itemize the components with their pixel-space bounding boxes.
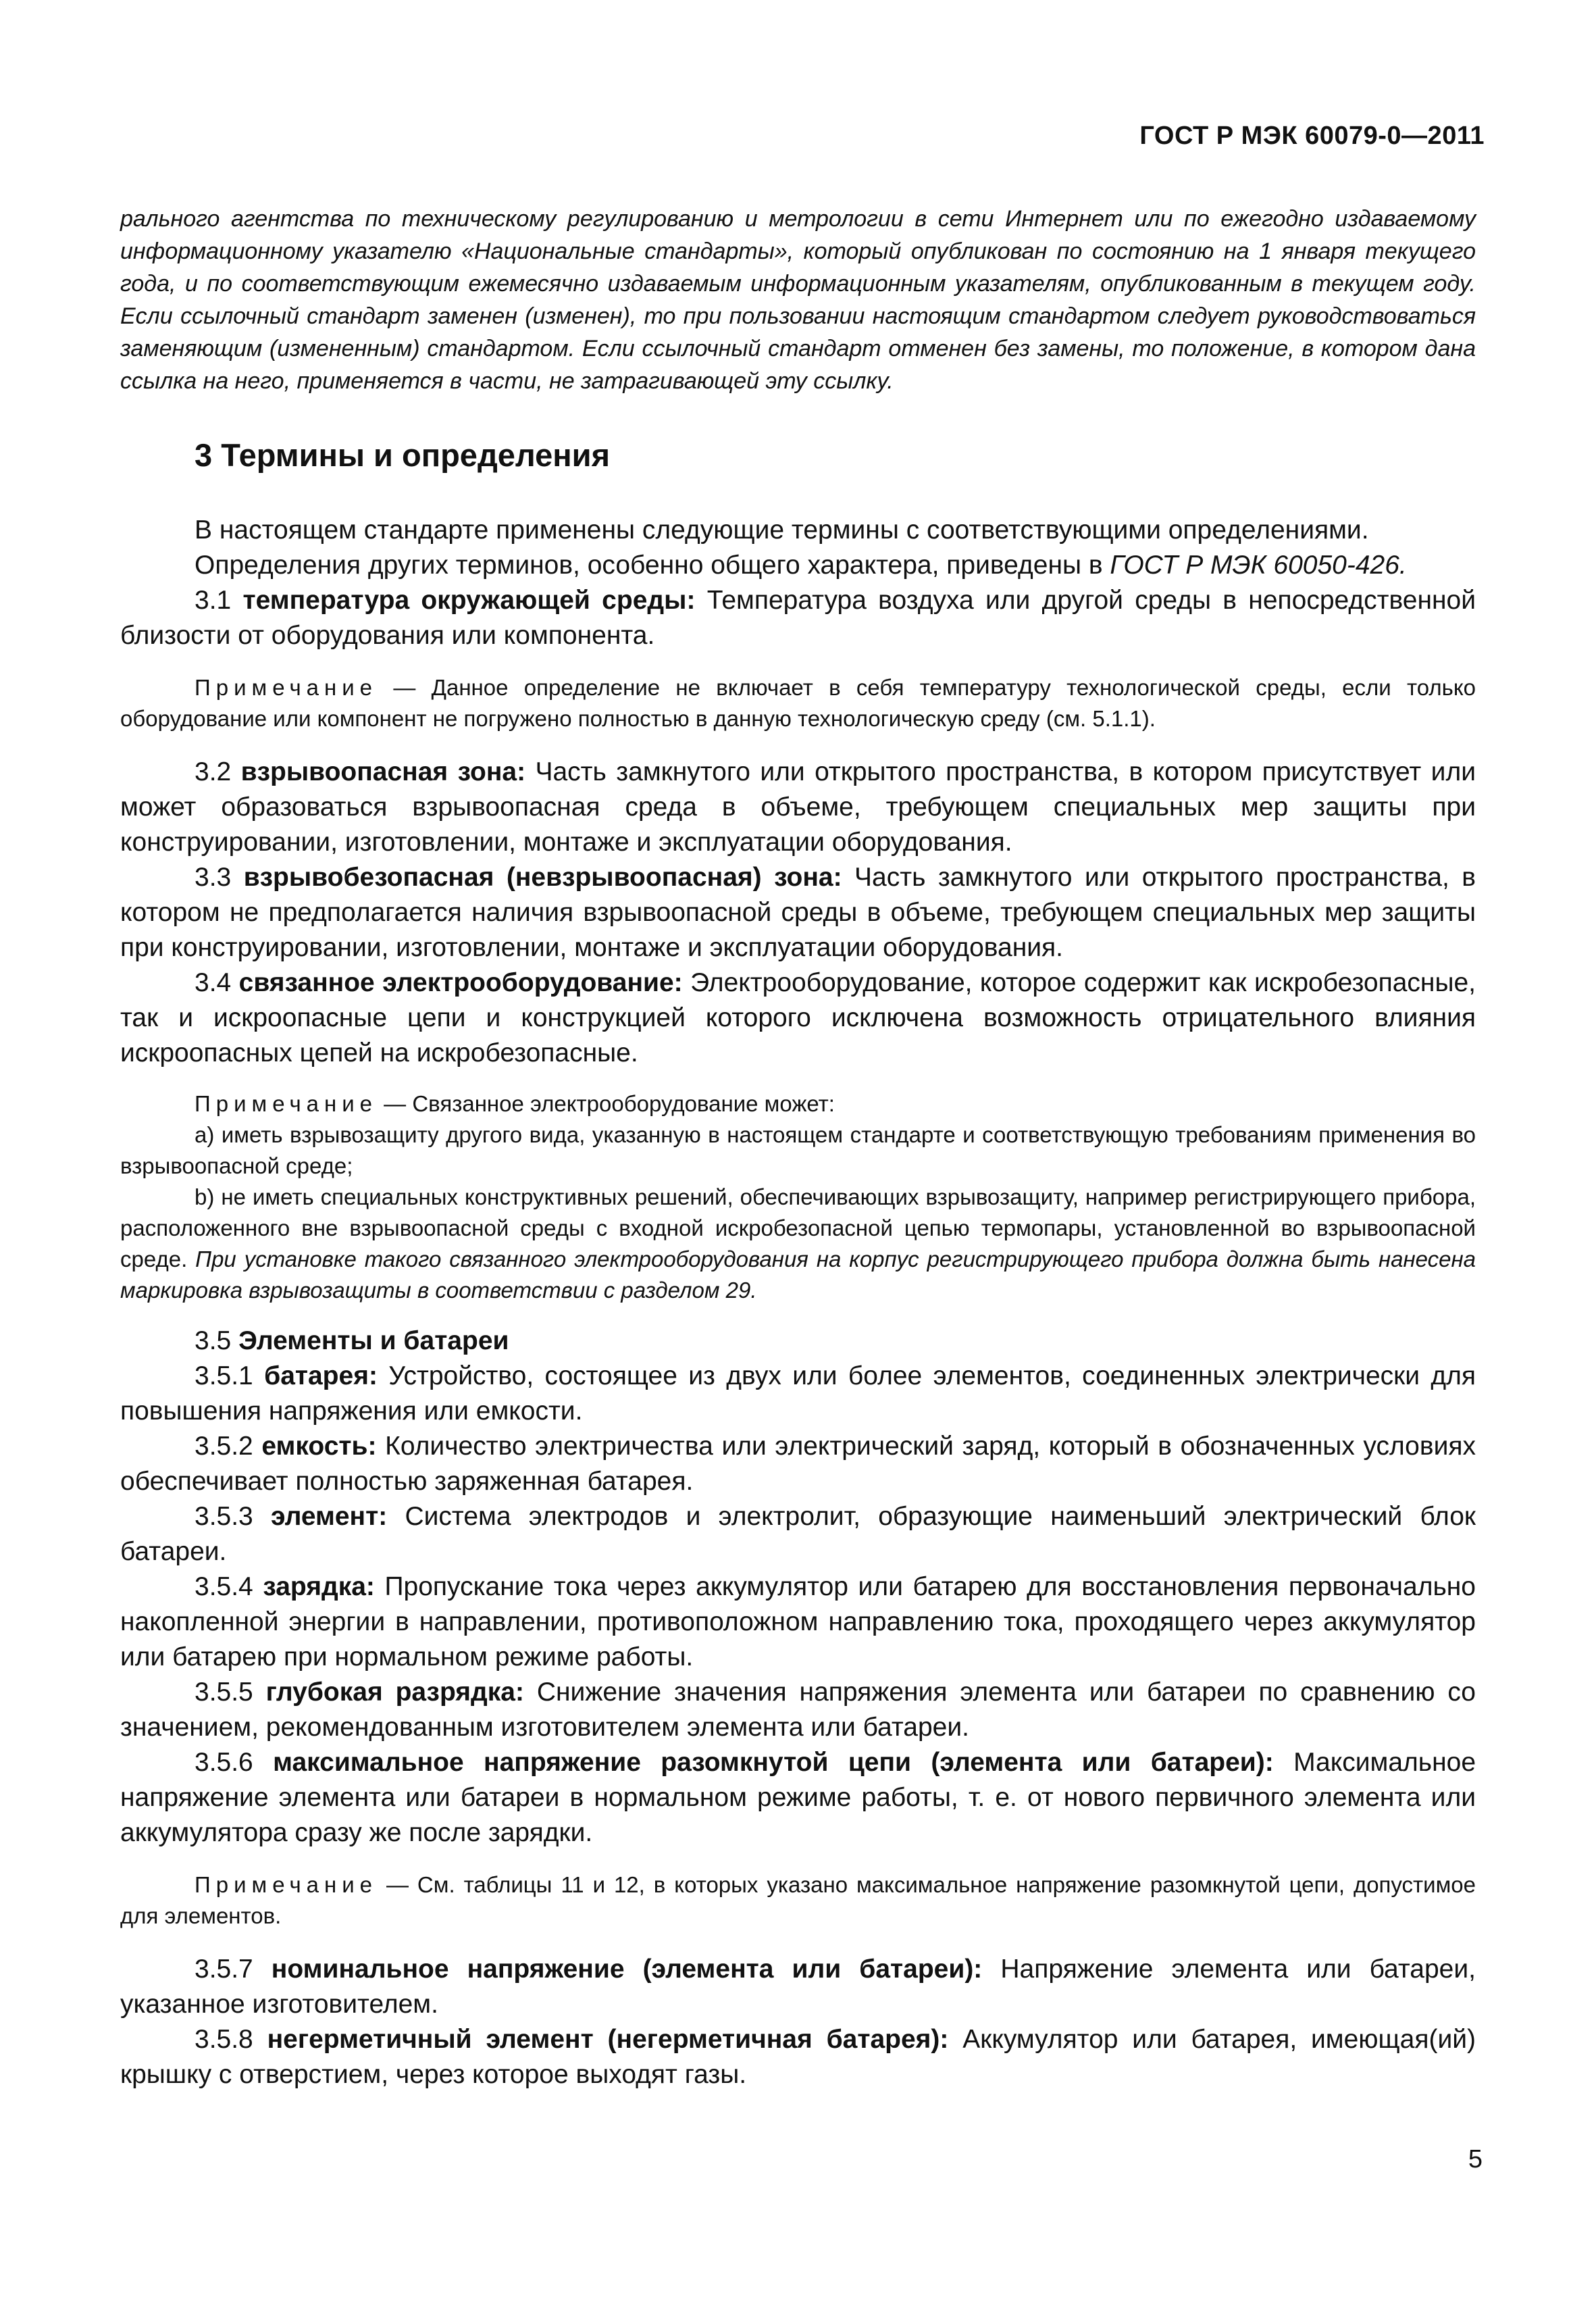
term-number: 3.5.7 <box>195 1955 272 1984</box>
note-3-5-6 <box>120 1869 1476 1932</box>
term-number: 3.5.6 <box>195 1748 274 1777</box>
term-3-5-2 <box>120 1429 1476 1499</box>
term-definition: Максимальное напряжение элемента или батареи в нормальном режиме работы, т. е. от нового первичного элемента или аккумулятора сразу же после зарядки. <box>120 1748 1476 1847</box>
term-name: связанное электрооборудование: <box>238 968 683 997</box>
term-3-5 <box>120 1324 1476 1359</box>
note-text: — Данное определение не включает в себя температуру технологической среды, если только оборудование или компонент не погружено полностью в данную технологическую среду (см. 5.1.1). <box>120 675 1476 731</box>
term-name: элемент: <box>271 1502 388 1531</box>
intro-paragraph: рального агентства по техническому регулированию и метрологии в сети Интернет или по ежегодно издаваемому информационному указателю «Национальные стандарты», который опубликован по состоянию на 1 января текущего года, и по соответствующим ежемесячно издаваемым информационным указателям, опубликованным в текущем году. Если ссылочный стандарт заменен (изменен), то при пользовании настоящим стандартом следует руководствоваться заменяющим (измененным) стандартом. Если ссылочный стандарт отменен без замены, то положение, в котором дана ссылка на него, применяется в части, не затрагивающей эту ссылку. <box>120 206 1476 394</box>
term-definition: Снижение значения напряжения элемента или батареи по сравнению со значением, рекомендованным изготовителем элемента или батареи. <box>120 1678 1476 1742</box>
term-number: 3.4 <box>195 968 239 997</box>
term-name: взрывобезопасная (невзрывоопасная) зона: <box>243 863 842 892</box>
term-number: 3.5.8 <box>195 2025 267 2054</box>
term-3-5-6 <box>120 1745 1476 1851</box>
term-name: температура окружающей среды: <box>242 586 696 615</box>
term-name: батарея: <box>264 1361 378 1390</box>
note-label: Примечание <box>195 675 378 700</box>
page-number: 5 <box>1468 2145 1483 2173</box>
lead-paragraph-2 <box>120 548 1476 583</box>
term-3-5-5 <box>120 1675 1476 1745</box>
term-name: емкость: <box>261 1432 377 1461</box>
term-number: 3.5.1 <box>195 1361 265 1390</box>
note-3-4 <box>120 1088 1476 1306</box>
term-definition: Пропускание тока через аккумулятор или батарею для восстановления первоначально накопленной энергии в направлении, противоположном направлению тока, проходящего через аккумулятор или батарею при нормальном режиме работы. <box>120 1572 1476 1671</box>
lead-paragraph-1: В настоящем стандарте применены следующие термины с соответствующими определениями. <box>195 515 1369 545</box>
note-item-b <box>120 1182 1476 1306</box>
section-title: 3 Термины и определения <box>195 437 610 473</box>
term-number: 3.5.5 <box>195 1678 266 1707</box>
note-item-a: а) иметь взрывозащиту другого вида, указанную в настоящем стандарте и соответствующую требованиям применения во взрывоопасной среде; <box>120 1122 1476 1178</box>
term-name: зарядка: <box>263 1572 375 1601</box>
note-head <box>120 1088 1476 1120</box>
note-text: — См. таблицы 11 и 12, в которых указано максимальное напряжение разомкнутой цепи, допустимое для элементов. <box>120 1872 1476 1928</box>
standard-reference-link[interactable]: ГОСТ Р МЭК 60050-426. <box>1110 551 1407 580</box>
term-definition: Электрооборудование, которое содержит как искробезопасные, так и искроопасные цепи и конструкцией которого исключена возможность отрицательного влияния искроопасных цепей на искробезопасные. <box>120 968 1476 1067</box>
term-definition: Аккумулятор или батарея, имеющая(ий) крышку с отверстием, через которое выходят газы. <box>120 2025 1476 2089</box>
term-definition: Температура воздуха или другой среды в непосредственной близости от оборудования или компонента. <box>120 586 1476 650</box>
page-content <box>120 203 1476 2092</box>
term-name: Элементы и батареи <box>238 1326 509 1355</box>
term-3-5-8 <box>120 2022 1476 2092</box>
document-header-id: ГОСТ Р МЭК 60079-0—2011 <box>1139 122 1485 150</box>
term-name: максимальное напряжение разомкнутой цепи (элемента или батареи): <box>273 1748 1274 1777</box>
term-3-1 <box>120 583 1476 653</box>
term-3-5-1 <box>120 1359 1476 1429</box>
term-3-5-4 <box>120 1569 1476 1675</box>
term-number: 3.2 <box>195 757 241 786</box>
term-definition: Часть замкнутого или открытого пространства, в котором присутствует или может образоваться взрывоопасная среда в объеме, требующем специальных мер защиты при конструировании, изготовлении, монтаже и эксплуатации оборудования. <box>120 757 1476 857</box>
note-item-b-italic: При установке такого связанного электрооборудования на корпус регистрирующего прибора должна быть нанесена маркировка взрывозащиты в соответствии с разделом 29. <box>120 1247 1476 1303</box>
term-3-2 <box>120 755 1476 860</box>
term-definition: Количество электричества или электрический заряд, который в обозначенных условиях обеспечивает полностью заряженная батарея. <box>120 1432 1476 1496</box>
term-definition: Система электродов и электролит, образующие наименьший электрический блок батареи. <box>120 1502 1476 1566</box>
note-head-text: — Связанное электрооборудование может: <box>378 1091 835 1116</box>
term-3-3 <box>120 860 1476 965</box>
term-name: взрывоопасная зона: <box>240 757 526 786</box>
note-3-1 <box>120 672 1476 734</box>
term-number: 3.5.2 <box>195 1432 262 1461</box>
term-definition: Напряжение элемента или батареи, указанное изготовителем. <box>120 1955 1476 2019</box>
term-number: 3.5.3 <box>195 1502 272 1531</box>
note-label: Примечание <box>195 1872 378 1897</box>
term-number: 3.3 <box>195 863 244 892</box>
note-label: Примечание <box>195 1091 378 1116</box>
term-definition: Часть замкнутого или открытого пространства, в котором не предполагается наличия взрывоопасной среды в объеме, требующем специальных мер защиты при конструировании, изготовлении, монтаже и эксплуатации оборудования. <box>120 863 1476 962</box>
lead-text: Определения других терминов, особенно общего характера, приведены в <box>195 551 1110 580</box>
term-name: глубокая разрядка: <box>265 1678 524 1707</box>
term-number: 3.5 <box>195 1326 239 1355</box>
term-number: 3.1 <box>195 586 243 615</box>
term-name: негерметичный элемент (негерметичная батарея): <box>267 2025 949 2054</box>
term-definition: Устройство, состоящее из двух или более элементов, соединенных электрически для повышения напряжения или емкости. <box>120 1361 1476 1426</box>
term-number: 3.5.4 <box>195 1572 263 1601</box>
term-3-5-3 <box>120 1499 1476 1569</box>
term-name: номинальное напряжение (элемента или батареи): <box>271 1955 983 1984</box>
note-item-b-text: b) не иметь специальных конструктивных решений, обеспечивающих взрывозащиту, например регистрирующего прибора, расположенного вне взрывоопасной среды с входной искробезопасной цепью термопары, установленной во взрывоопасной среде. <box>120 1184 1476 1272</box>
term-3-5-7 <box>120 1952 1476 2022</box>
term-3-4 <box>120 965 1476 1071</box>
